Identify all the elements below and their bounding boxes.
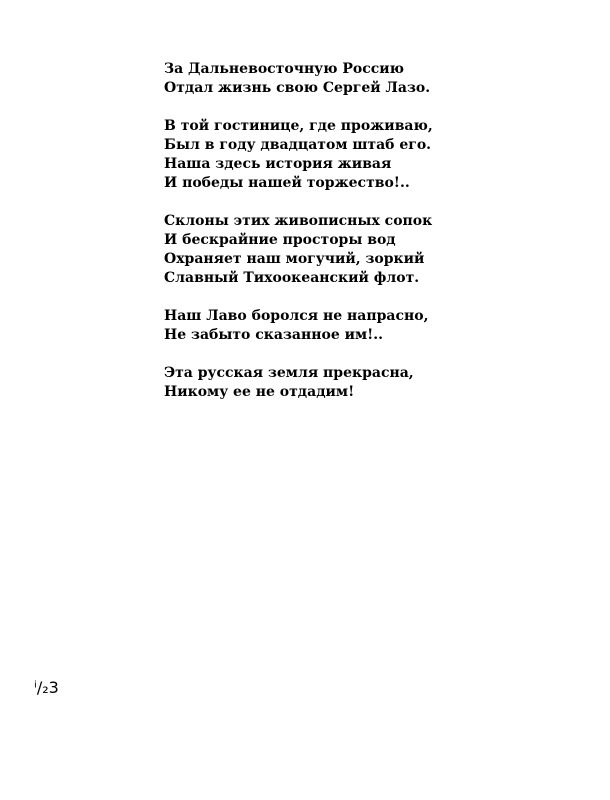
stanza-5 — [164, 364, 464, 402]
poem-line: Не забыто сказанное им!.. — [164, 327, 384, 343]
stanza-4 — [164, 307, 464, 345]
poem-line: И победы нашей торжество!.. — [164, 175, 410, 191]
poem-line: В той гостинице, где проживаю, — [164, 118, 433, 134]
poem-line: Эта русская земля прекрасна, — [164, 365, 414, 381]
poem-text — [164, 60, 464, 421]
poem-line: Склоны этих живописных сопок — [164, 213, 433, 229]
poem-line: Наш Лаво боролся не напрасно, — [164, 308, 429, 324]
poem-line: За Дальневосточную Россию — [164, 61, 405, 77]
poem-line: Наша здесь история живая — [164, 156, 392, 172]
poem-line: Отдал жизнь свою Сергей Лазо. — [164, 80, 431, 96]
poem-line: Никому ее не отдадим! — [164, 384, 355, 400]
stanza-3 — [164, 212, 464, 288]
poem-line: Славный Тихоокеанский флот. — [164, 270, 420, 286]
stanza-1 — [164, 60, 464, 98]
stanza-2 — [164, 117, 464, 193]
poem-line: И бескрайние просторы вод — [164, 232, 396, 248]
page-number: ⁱ/₂3 — [34, 678, 59, 697]
poem-line: Охраняет наш могучий, зоркий — [164, 251, 425, 267]
poem-line: Был в году двадцатом штаб его. — [164, 137, 432, 153]
